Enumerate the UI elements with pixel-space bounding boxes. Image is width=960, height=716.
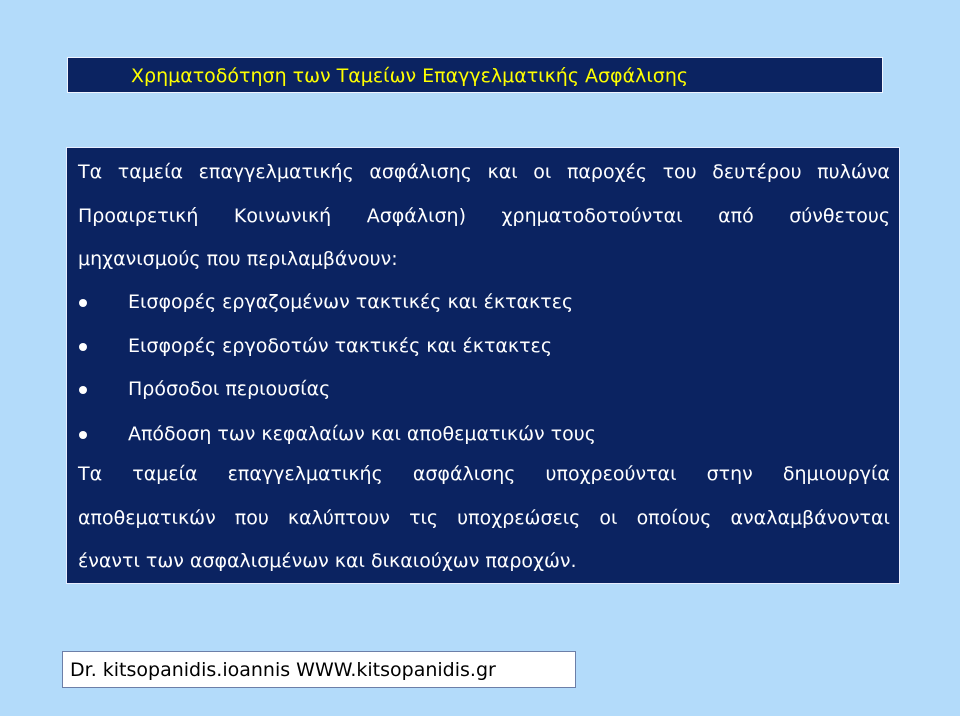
word: Τα — [78, 161, 103, 183]
title-box — [67, 57, 883, 93]
word: επαγγελματικής — [227, 463, 383, 485]
word: στην — [706, 463, 753, 485]
word: σύνθετους — [789, 205, 890, 227]
word: αποθεματικών — [78, 507, 216, 529]
word: και — [487, 161, 518, 183]
word: ταμεία — [132, 463, 198, 485]
bullet-item-1: Εισφορές εργαζομένων τακτικές και έκτακτες — [128, 291, 574, 313]
intro-line-2 — [78, 203, 890, 229]
word: Προαιρετική — [78, 205, 199, 227]
bullet-dot — [79, 386, 87, 394]
closing-line-2 — [78, 505, 890, 531]
bullet-item-3: Πρόσοδοι περιουσίας — [128, 378, 331, 400]
closing-line-1 — [78, 461, 890, 487]
bullet-item-2: Εισφορές εργοδοτών τακτικές και έκτακτες — [128, 335, 552, 357]
word: Ασφάλιση) — [366, 205, 467, 227]
word: υποχρεώσεις — [457, 507, 581, 529]
word: παροχές — [566, 161, 647, 183]
word: καλύπτουν — [287, 507, 390, 529]
word: οποίους — [636, 507, 712, 529]
word: που — [234, 507, 269, 529]
word: Τα — [78, 463, 103, 485]
bullet-dot — [79, 299, 87, 307]
word: επαγγελματικής — [198, 161, 354, 183]
word: ταμεία — [117, 161, 184, 183]
word: Κοινωνική — [233, 205, 332, 227]
intro-line-3: μηχανισμούς που περιλαμβάνουν: — [78, 248, 398, 270]
content-box — [66, 147, 900, 584]
closing-line-3: έναντι των ασφαλισμένων και δικαιούχων παροχών. — [78, 550, 577, 572]
word: ασφάλισης — [412, 463, 516, 485]
bullet-dot — [79, 343, 87, 351]
word: πυλώνα — [817, 161, 890, 183]
intro-line-1 — [78, 159, 890, 185]
footer-box — [62, 651, 576, 688]
word: από — [718, 205, 754, 227]
word: αναλαμβάνονται — [730, 507, 890, 529]
word: δευτέρου — [712, 161, 802, 183]
word: δημιουργία — [782, 463, 890, 485]
word: τις — [409, 507, 439, 529]
footer-credit: Dr. kitsopanidis.ioannis WWW.kitsopanidis.gr — [70, 659, 496, 681]
word: οι — [599, 507, 618, 529]
bullet-dot — [79, 431, 87, 439]
word: υποχρεούνται — [545, 463, 677, 485]
word: του — [662, 161, 697, 183]
word: ασφάλισης — [369, 161, 472, 183]
word: οι — [533, 161, 552, 183]
word: χρηματοδοτούνται — [501, 205, 683, 227]
bullet-item-4: Απόδοση των κεφαλαίων και αποθεματικών τους — [128, 423, 596, 445]
slide-title: Χρηματοδότηση των Ταμείων Επαγγελματικής Ασφάλισης — [131, 65, 689, 87]
